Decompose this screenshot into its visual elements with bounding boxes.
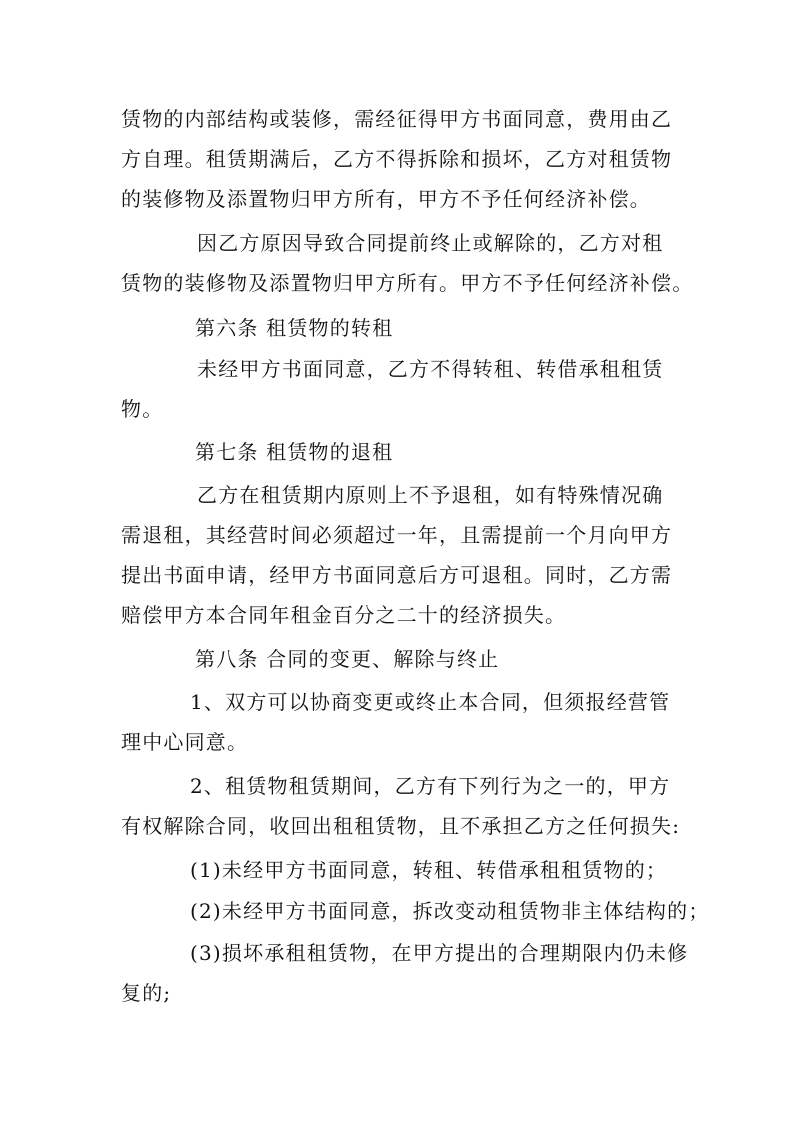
article-heading-8: 第八条 合同的变更、解除与终止 <box>195 647 500 671</box>
paragraph-line: 未经甲方书面同意，乙方不得转租、转借承租租赁 <box>197 357 664 381</box>
paragraph-line: 赁物的内部结构或装修，需经征得甲方书面同意，费用由乙 <box>121 107 673 131</box>
clause-line: 1、双方可以协商变更或终止本合同，但须报经营管 <box>190 690 671 714</box>
clause-line: 理中心同意。 <box>121 730 249 754</box>
sub-clause-line: 复的; <box>121 981 172 1005</box>
paragraph-line: 的装修物及添置物归甲方所有，甲方不予任何经济补偿。 <box>121 187 651 211</box>
paragraph-line: 提出书面申请，经甲方书面同意后方可退租。同时，乙方需 <box>121 563 673 587</box>
paragraph-line: 赁物的装修物及添置物归甲方所有。甲方不予任何经济补偿。 <box>121 271 694 295</box>
sub-clause-line: (3)损坏承租租赁物，在甲方提出的合理期限内仍未修 <box>190 941 689 965</box>
paragraph-line: 因乙方原因导致合同提前终止或解除的，乙方对租 <box>197 231 664 255</box>
paragraph-line: 赔偿甲方本合同年租金百分之二十的经济损失。 <box>121 603 567 627</box>
clause-line: 有权解除合同，收回出租租赁物，且不承担乙方之任何损失: <box>121 814 681 838</box>
paragraph-line: 物。 <box>121 397 164 421</box>
clause-line: 2、租赁物租赁期间，乙方有下列行为之一的，甲方 <box>190 774 671 798</box>
sub-clause-line: (1)未经甲方书面同意，转租、转借承租租赁物的； <box>190 858 668 882</box>
paragraph-line: 方自理。租赁期满后，乙方不得拆除和损坏，乙方对租赁物 <box>121 147 673 171</box>
article-heading-6: 第六条 租赁物的转租 <box>195 316 394 340</box>
paragraph-line: 需退租，其经营时间必须超过一年，且需提前一个月向甲方 <box>121 523 673 547</box>
article-heading-7: 第七条 租赁物的退租 <box>195 440 394 464</box>
sub-clause-line: (2)未经甲方书面同意，拆改变动租赁物非主体结构的； <box>190 899 710 923</box>
paragraph-line: 乙方在租赁期内原则上不予退租，如有特殊情况确 <box>197 483 664 507</box>
